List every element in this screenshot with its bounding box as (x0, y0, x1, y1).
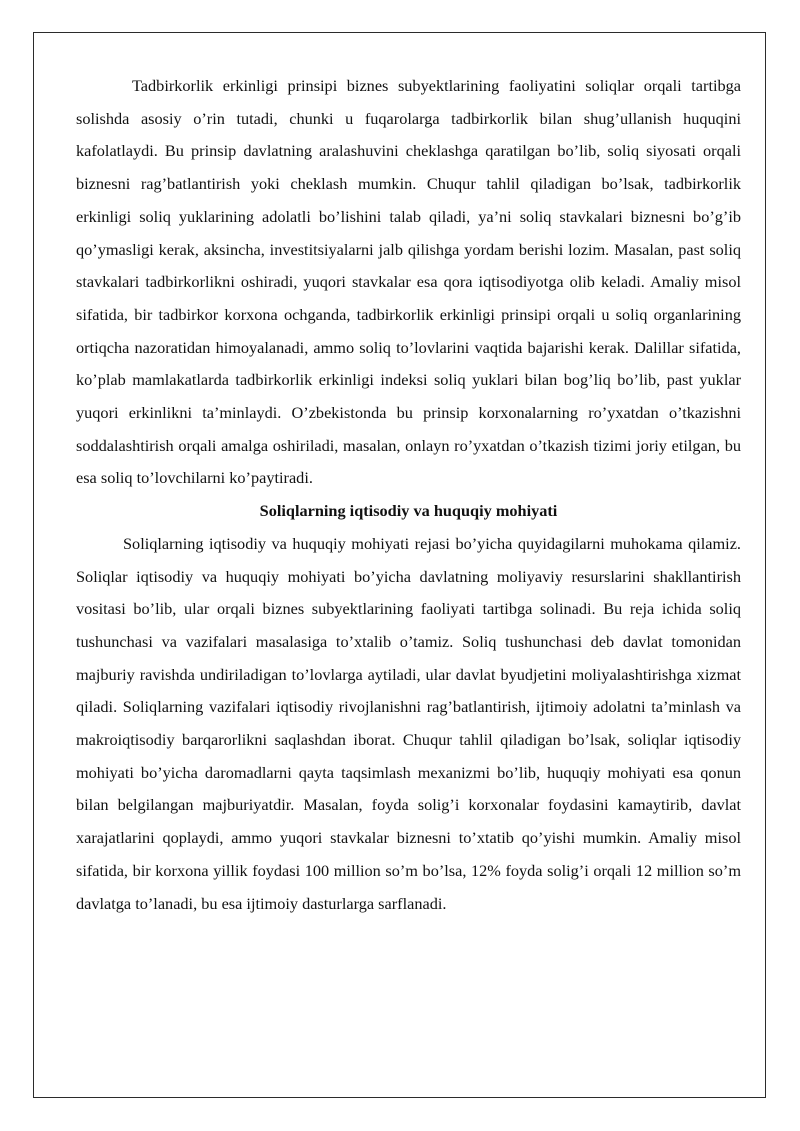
body-paragraph: Soliqlarning iqtisodiy va huquqiy mohiyati rejasi bo’yicha quyidagilarni muhokama qilamiz. Soliqlar iqtisodiy va huquqiy mohiyati bo’yicha davlatning moliyaviy resurslarini shakllantirish vositasi bo’lib, ular orqali biznes subyektlarining faoliyati tartibga solinadi. Bu reja ichida soliq tushunchasi va vazifalari masalasiga to’xtalib o’tamiz. Soliq tushunchasi deb davlat tomonidan majburiy ravishda undiriladigan to’lovlarga aytiladi, ular davlat byudjetini moliyalashtirishga xizmat qiladi. Soliqlarning vazifalari iqtisodiy rivojlanishni rag’batlantirish, ijtimoiy adolatni ta’minlash va makroiqtisodiy barqarorlikni saqlashdan iborat. Chuqur tahlil qiladigan bo’lsak, soliqlar iqtisodiy mohiyati bo’yicha daromadlarni qayta taqsimlash mexanizmi bo’lib, huquqiy mohiyati esa qonun bilan belgilangan majburiyatdir. Masalan, foyda solig’i korxonalar foydasini kamaytirib, davlat xarajatlarini qoplaydi, ammo yuqori stavkalar biznesni to’xtatib qo’yishi mumkin. Amaliy misol sifatida, bir korxona yillik foydasi 100 million so’m bo’lsa, 12% foyda solig’i orqali 12 million so’m davlatga to’lanadi, bu esa ijtimoiy dasturlarga sarflanadi. (76, 533, 741, 913)
document-body (76, 70, 741, 920)
body-paragraph: Tadbirkorlik erkinligi prinsipi biznes subyektlarining faoliyatini soliqlar orqali tartibga solishda asosiy o’rin tutadi, chunki u fuqarolarga tadbirkorlik bilan shug’ullanish huquqini kafolatlaydi. Bu prinsip davlatning aralashuvini cheklashga qaratilgan bo’lib, soliq siyosati orqali biznesni rag’batlantirish yoki cheklash mumkin. Chuqur tahlil qiladigan bo’lsak, tadbirkorlik erkinligi soliq yuklarining adolatli bo’lishini talab qiladi, ya’ni soliq stavkalari biznesni bo’g’ib qo’ymasligi kerak, aksincha, investitsiyalarni jalb qilishga yordam berishi lozim. Masalan, past soliq stavkalari tadbirkorlikni oshiradi, yuqori stavkalar esa qora iqtisodiyotga olib keladi. Amaliy misol sifatida, bir tadbirkor korxona ochganda, tadbirkorlik erkinligi prinsipi orqali u soliq organlarining ortiqcha nazoratidan himoyalanadi, ammo soliq to’lovlarini vaqtida bajarishi kerak. Dalillar sifatida, ko’plab mamlakatlarda tadbirkorlik erkinligi indeksi soliq yuklari bilan bog’liq bo’lib, past yuklar yuqori erkinlikni ta’minlaydi. O’zbekistonda bu prinsip korxonalarning ro’yxatdan o’tkazishni soddalashtirish orqali amalga oshiriladi, masalan, onlayn ro’yxatdan o’tkazish tizimi joriy etilgan, bu esa soliq to’lovchilarni ko’paytiradi. (76, 76, 741, 488)
section-heading: Soliqlarning iqtisodiy va huquqiy mohiyati (259, 501, 558, 521)
